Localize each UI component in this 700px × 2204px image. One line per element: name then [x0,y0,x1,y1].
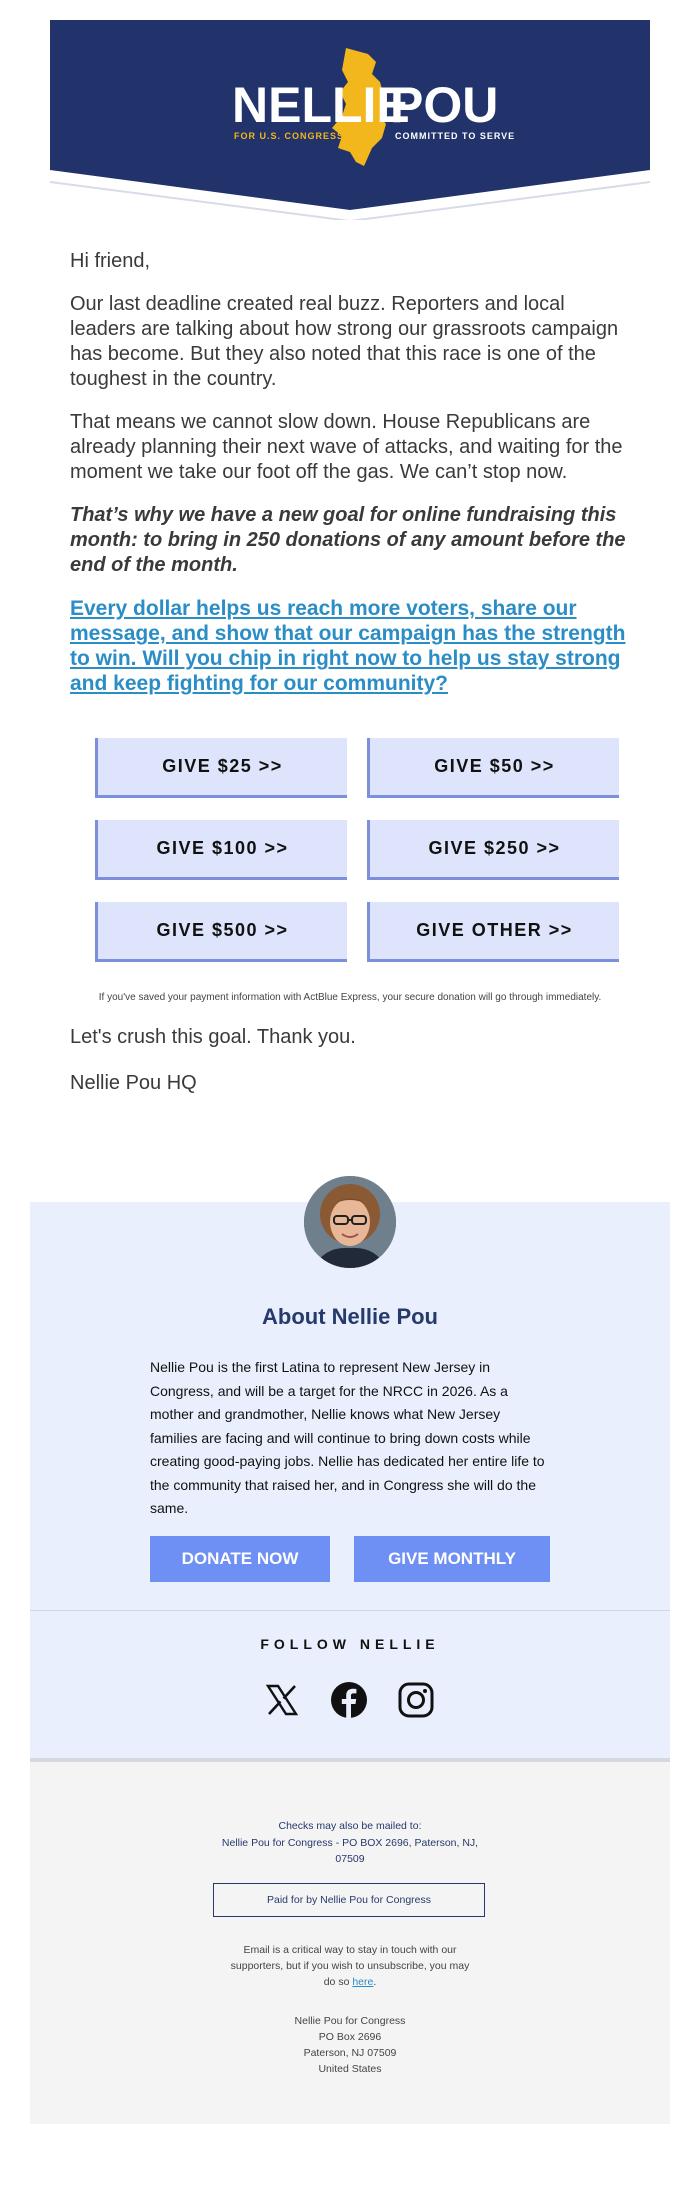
letter-body [70,248,630,696]
give-other-button[interactable]: GIVE OTHER >> [367,902,619,962]
donate-appeal-link[interactable]: Every dollar helps us reach more voters, share our message, and show that our campaign has the strength to win. Will you chip in right now to help us stay strong and keep fighting for our community? [70,597,626,695]
paid-for-disclaimer: Paid for by Nellie Pou for Congress [213,1883,485,1917]
paragraph-1: Our last deadline created real buzz. Reporters and local leaders are talking about how strong our grassroots campaign has become. But they also noted that this race is one of the toughest in the country. [70,293,619,390]
give-100-button[interactable]: GIVE $100 >> [95,820,347,880]
logo-tagline-right: COMMITTED TO SERVE [395,131,516,141]
banner-graphic [50,20,650,220]
give-50-button[interactable]: GIVE $50 >> [367,738,619,798]
follow-title: FOLLOW NELLIE [260,1636,440,1652]
unsubscribe-link[interactable]: here [352,1976,374,1988]
unsubscribe-lead: Email is a critical way to stay in touch with our supporters, but if you wish to unsubscribe, you may do so [230,1944,470,1988]
unsubscribe-text [225,1942,475,1990]
instagram-icon[interactable] [396,1680,436,1720]
address-line: PO Box 2696 [318,2031,382,2043]
signoff-line: Let's crush this goal. Thank you. [70,1026,356,1048]
actblue-express-note: If you've saved your payment information with ActBlue Express, your secure donation will go through immediately. [98,992,602,1003]
mail-checks-lead: Checks may also be mailed to: [278,1820,422,1832]
address-line: Nellie Pou for Congress [294,2015,406,2027]
mail-checks-address: Nellie Pou for Congress - PO BOX 2696, Paterson, NJ, 07509 [221,1837,479,1865]
donate-now-button[interactable]: DONATE NOW [150,1536,330,1582]
paragraph-goal: That’s why we have a new goal for online fundraising this month: to bring in 250 donations of any amount before the end of the month. [70,504,626,576]
logo-tagline-left: FOR U.S. CONGRESS [234,131,345,141]
give-monthly-button[interactable]: GIVE MONTHLY [354,1536,550,1582]
signoff-signature: Nellie Pou HQ [70,1072,197,1094]
candidate-portrait [304,1176,396,1268]
paragraph-2: That means we cannot slow down. House Republicans are already planning their next wave of attacks, and waiting for the moment we take our foot off the gas. We can’t stop now. [70,411,623,483]
x-icon[interactable] [262,1680,302,1720]
facebook-icon[interactable] [329,1680,369,1720]
greeting: Hi friend, [70,250,151,272]
logo-first-name: NELLIE [232,77,410,133]
unsubscribe-end: . [373,1976,377,1988]
give-25-button[interactable]: GIVE $25 >> [95,738,347,798]
give-button-grid [95,738,619,962]
avatar [304,1176,396,1268]
address-line: Paterson, NJ 07509 [303,2047,397,2059]
address-line: United States [318,2063,382,2075]
give-250-button[interactable]: GIVE $250 >> [367,820,619,880]
postal-address [0,2013,700,2077]
about-text: Nellie Pou is the first Latina to represent New Jersey in Congress, and will be a target for the NRCC in 2026. As a mother and grandmother, Nellie knows what New Jersey families are facing and will continue to bring down costs while creating good-paying jobs. Nellie has dedicated her entire life to the community that raised her, and in Congress she will do the same. [150,1359,545,1516]
about-title: About Nellie Pou [262,1304,438,1329]
give-500-button[interactable]: GIVE $500 >> [95,902,347,962]
logo-last-name: POU [390,77,499,133]
header-banner [50,20,650,220]
